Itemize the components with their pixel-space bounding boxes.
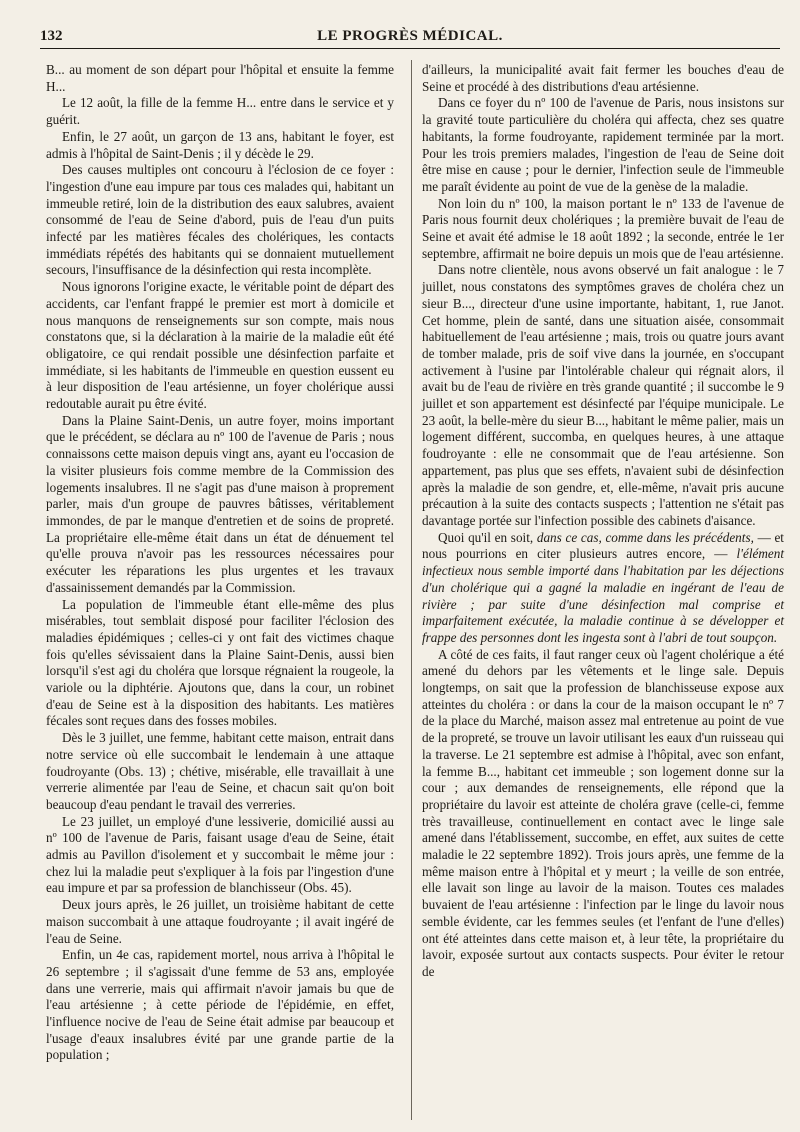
paragraph: Le 12 août, la fille de la femme H... entre dans le service et y guérit. — [46, 95, 394, 128]
paragraph: Enfin, un 4e cas, rapidement mortel, nous arriva à l'hôpital le 26 septembre ; il s'agissait d'une femme de 53 ans, employée dans une verrerie, mais qui affirmait n'avoir jamais bu que de l'eau artésienne ; à cette période de l'épidémie, en effet, l'influence nocive de l'eau de Seine était admise par beaucoup et l'usage d'eaux insalubres évité par une grande partie de la population ; — [46, 947, 394, 1063]
paragraph: Des causes multiples ont concouru à l'éclosion de ce foyer : l'ingestion d'une eau impure par tous ces malades qui, habitant un immeuble retiré, loin de la distribution des eaux salubres, avaient consommé de l'eau de Seine d'abord, puis de l'eau d'un puits infecté par les matières fécales des cholériques, les contacts immédiats répétés des habitants qui se donnaient mutuellement secours, l'insuffisance de la désinfection qui resta incomplète. — [46, 162, 394, 278]
paragraph: Dans ce foyer du nº 100 de l'avenue de Paris, nous insistons sur la gravité toute particulière du choléra qui affecta, chez ses quatre habitants, la forme foudroyante, rapidement terminée par la mort. Pour les trois premiers malades, l'ingestion de l'eau de Seine doit être mise en cause ; pour le dernier, l'infection seule de l'immeuble me paraît évidente au point de vue de la genèse de la maladie. — [422, 95, 784, 194]
page-header — [40, 26, 780, 49]
paragraph: d'ailleurs, la municipalité avait fait fermer les bouches d'eau de Seine et procédé à des distributions d'eau artésienne. — [422, 62, 784, 94]
paragraph: Nous ignorons l'origine exacte, le véritable point de départ des accidents, car l'enfant frappé le premier est mort à domicile et nous manquons de renseignements sur son compte, mais nous constatons que, si la déclaration à la mairie de la maladie eût été obligatoire, ce qui rendait possible une désinfection parfaite et immédiate, si les habitants de l'immeuble en question eussent eu à leur disposition de l'eau artésienne, un foyer cholérique aussi redoutable aurait pu être évité. — [46, 279, 394, 412]
text-run: Quoi qu'il en soit, — [438, 529, 537, 545]
paragraph: Dans notre clientèle, nous avons observé un fait analogue : le 7 juillet, nous constatons des symptômes graves de choléra chez un sieur B..., directeur d'une usine importante, habitant, 1, rue Janot. Cet homme, plein de santé, dans une situation aisée, consommait habituellement de l'eau artésienne ; mais, trois ou quatre jours avant de tomber malade, pris de soif vive dans la journée, en s'occupant activement à l'usine par l'intolérable chaleur qui régnait alors, il avait bu de l'eau de rivière en très grande quantité ; il succombe le 9 juillet et son appartement est désinfecté par l'équipe municipale. Le 23 août, la belle-mère du sieur B..., habitant le même palier, mais un logement différent, succomba, en quelques heures, à une attaque foudroyante : elle ne consommait que de l'eau artésienne. Son appartement, pas plus que ses effets, n'avaient subi de désinfection après la maladie de son gendre, et, elle-même, n'avait pris aucune précaution à la suite des contacts suspects ; l'attention ne s'était pas davantage portée sur l'infection possible des cabinets d'aisance. — [422, 262, 784, 528]
paragraph: Le 23 juillet, un employé d'une lessiverie, domicilié aussi au nº 100 de l'avenue de Paris, faisant usage d'eau de Seine, était admis au Pavillon d'isolement et y succombait le même jour : chez lui la maladie peut s'expliquer à la fois par l'ingestion d'une eau impure et par sa profession de blanchisseur (Obs. 45). — [46, 813, 394, 896]
column-divider — [411, 60, 412, 1120]
italic-run: dans ce cas, comme dans les précédents, — [536, 529, 754, 545]
paragraph-conclusion — [422, 530, 784, 647]
paragraph: La population de l'immeuble étant elle-même des plus misérables, tout semblait disposé pour faciliter l'éclosion des maladies épidémiques ; celles-ci y ont fait des victimes chaque fois qu'elles sévissaient dans la Plaine Saint-Denis, aussi bien lorsqu'il s'est agi du choléra que lorsque régnaient la rougeole, la variole ou la diphtérie. Ajoutons que, dans la cour, un robinet d'eau de Seine est à la disposition des habitants. Les matières fécales sont reçues dans des fosses mobiles. — [46, 596, 394, 729]
paragraph: Dans la Plaine Saint-Denis, un autre foyer, moins important que le précédent, se déclara au nº 100 de l'avenue de Paris ; nous connaissons cette maison depuis vingt ans, ayant eu l'occasion de la visiter plusieurs fois comme membre de la Commission des logements insalubres. Il ne s'agit pas d'une maison à proprement parler, mais d'un groupe de pauvres bâtisses, véritablement immondes, de par le manque d'entretien et de soins de propreté. La propriétaire elle-même était dans un état de dénuement tel qu'elle prouva n'avoir pas les ressources nécessaires pour exécuter les réparations les plus urgentes et les travaux d'assainissement demandés par la Commission. — [46, 412, 394, 595]
page-number: 132 — [40, 28, 63, 44]
paragraph: Non loin du nº 100, la maison portant le nº 133 de l'avenue de Paris nous fournit deux cholériques ; la première buvait de l'eau de Seine et avait été admise le 18 août 1892 ; la seconde, entrée le 1er septembre, affirmait ne boire depuis un mois que de l'eau artésienne. — [422, 195, 784, 261]
paragraph: A côté de ces faits, il faut ranger ceux où l'agent cholérique a été amené du dehors par les vêtements et le linge sale. Depuis longtemps, on sait que la profession de blanchisseuse expose aux atteintes du choléra : or dans la cour de la maison occupant le nº 7 de la place du Marché, maison assez mal entretenue au point de vue de la propreté, se trouve un lavoir utilisant les eaux d'un ruisseau qui la traverse. Le 21 septembre est admise à l'hôpital, avec son enfant, la femme B..., habitant cet immeuble ; son logement donne sur la cour ; aux demandes de renseignements, elle répond que la propriétaire du lavoir est atteinte de choléra grave (celle-ci, femme très travailleuse, continuellement en contact avec le linge sale amené dans l'établissement, succombe, en effet, aux suites de cette maladie le 22 septembre 1892). Trois jours après, une femme de la même maison entre à l'hôpital et y meurt ; la veille de son entrée, elle lavait son linge au lavoir de la maison. Toutes ces malades buvaient de l'eau artésienne : l'infection par le linge du lavoir nous semble évidente, car les femmes seules (et l'enfant de l'une d'elles) ont été atteintes dans cette maison et, à leur tête, la propriétaire du lavoir, exposée surtout aux contacts suspects. Pour éviter le retour de — [422, 646, 784, 979]
italic-run: l'élément infectieux nous semble importé dans l'habitation par les déjections d'un cholérique qui a gagné la maladie en ingérant de l'eau de rivière ; par suite d'une désinfection mal comprise et imparfaitement exécutée, la maladie continue à se développer et frappe des personnes dont les ingesta sont à l'abri de tout soupçon. — [422, 546, 784, 645]
left-column — [46, 62, 394, 1064]
text-run: — et nous pourrions en citer plusieurs autres encore, — — [422, 529, 784, 562]
paragraph: B... au moment de son départ pour l'hôpital et ensuite la femme H... — [46, 62, 394, 94]
paragraph: Enfin, le 27 août, un garçon de 13 ans, habitant le foyer, est admis à l'hôpital de Saint-Denis ; il y décède le 29. — [46, 128, 394, 161]
paragraph: Deux jours après, le 26 juillet, un troisième habitant de cette maison succombait à une attaque foudroyante ; il avait ingéré de l'eau de Seine. — [46, 897, 394, 946]
paragraph: Dès le 3 juillet, une femme, habitant cette maison, entrait dans notre service où elle succombait le lendemain à une attaque foudroyante (Obs. 13) ; chétive, misérable, elle travaillait à une verrerie alimentée par l'eau de Seine, et chacun sait qu'on boit beaucoup d'eau pendant le travail des verreries. — [46, 730, 394, 812]
right-column — [422, 62, 784, 981]
running-title: LE PROGRÈS MÉDICAL. — [317, 28, 503, 44]
